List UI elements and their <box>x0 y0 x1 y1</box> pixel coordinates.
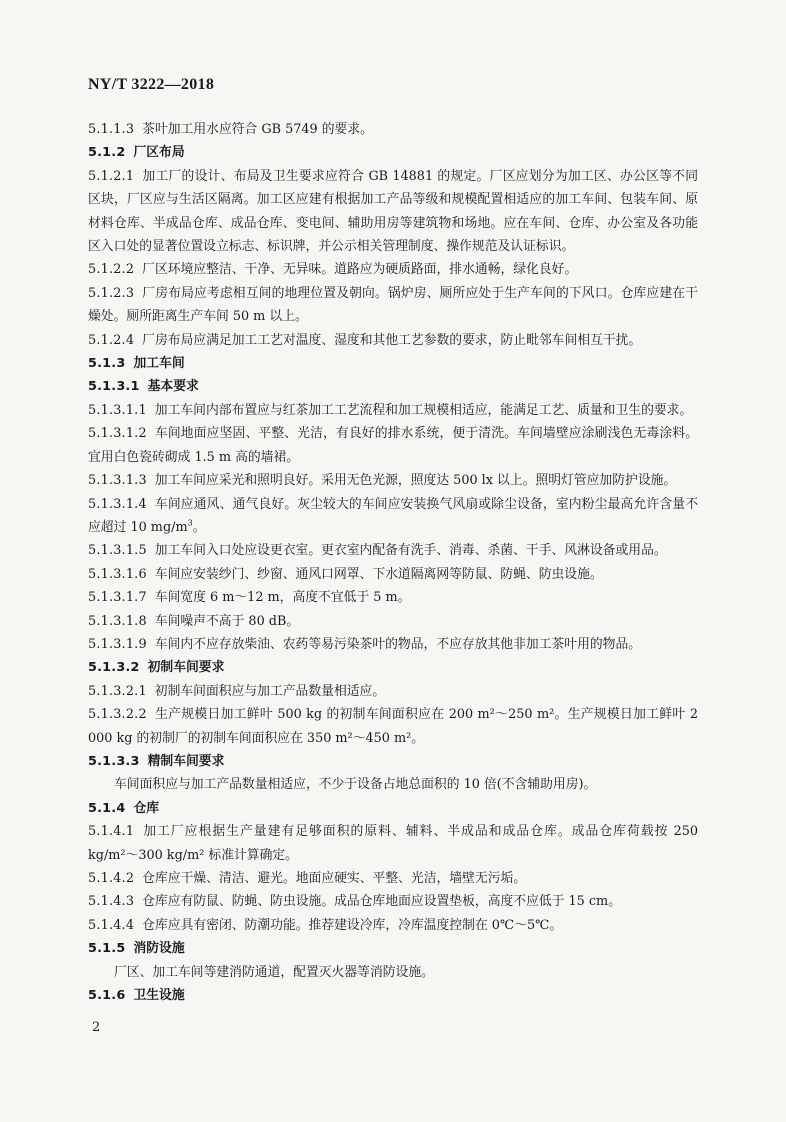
clause-5-1-2-2: 5.1.2.2 厂区环境应整洁、干净、无异味。道路应为硬质路面，排水通畅，绿化良好。 <box>88 262 578 278</box>
clause-5-1-2-3: 5.1.2.3 厂房布局应考虑相互间的地理位置及朝向。锅炉房、厕所应处于生产车间的下风口。仓库应建在干燥处。厕所距离生产车间 50 m 以上。 <box>88 285 698 325</box>
heading-5-1-6: 5.1.6 卫生设施 <box>88 988 185 1004</box>
clause-5-1-2-1: 5.1.2.1 加工厂的设计、布局及卫生要求应符合 GB 14881 的规定。厂区应划分为加工区、办公区等不同区块，厂区应与生活区隔离。加工区应建有根据加工产品等级和规模配置相适应的加工车间、包装车间、原材料仓库、半成品仓库、成品仓库、变电间、辅助用房等建筑物和场地。应在车间、仓库、办公室及各功能区入口处的显著位置设立标志、标识牌，并公示相关管理制度、操作规范及认证标识。 <box>88 168 698 255</box>
clause-5-1-4-1: 5.1.4.1 加工厂应根据生产量建有足够面积的原料、辅料、半成品和成品仓库。成品仓库荷载按 250 kg/m²～300 kg/m² 标准计算确定。 <box>88 824 698 863</box>
clause-5-1-3-2-2: 5.1.3.2.2 生产规模日加工鲜叶 500 kg 的初制车间面积应在 200 m²～250 m²。生产规模日加工鲜叶 2 000 kg 的初制厂的初制车间面积应在 350 m²～450 m²。 <box>88 707 698 746</box>
paragraph-5-1-3-3: 车间面积应与加工产品数量相适应，不少于设备占地总面积的 10 倍(不含辅助用房)。 <box>114 777 597 793</box>
heading-5-1-3-3: 5.1.3.3 精制车间要求 <box>88 753 225 769</box>
clause-5-1-3-2-1: 5.1.3.2.1 初制车间面积应与加工产品数量相适应。 <box>88 683 386 699</box>
clause-5-1-3-1-5: 5.1.3.1.5 加工车间入口处应设更衣室。更衣室内配备有洗手、消毒、杀菌、干手、风淋设备或用品。 <box>88 543 667 559</box>
clause-5-1-3-1-8: 5.1.3.1.8 车间噪声不高于 80 dB。 <box>88 613 300 629</box>
standard-number-header: NY/T 3222—2018 <box>88 76 215 93</box>
paragraph-5-1-5: 厂区、加工车间等建消防通道，配置灭火器等消防设施。 <box>114 964 434 980</box>
clause-5-1-3-1-4: 5.1.3.1.4 车间应通风、通气良好。灰尘较大的车间应安装换气风扇或除尘设备，室内粉尘最高允许含量不应超过 10 $mg/m^3$。 <box>88 496 698 535</box>
clause-5-1-1-3: 5.1.1.3 茶叶加工用水应符合 GB 5749 的要求。 <box>88 122 373 137</box>
clause-5-1-3-1-2: 5.1.3.1.2 车间地面应坚固、平整、光洁，有良好的排水系统，便于清洗。车间墙壁应涂刷浅色无毒涂料。宜用白色瓷砖砌成 1.5 m 高的墙裙。 <box>88 426 698 465</box>
document-body <box>88 118 698 1007</box>
clause-5-1-3-1-9: 5.1.3.1.9 车间内不应存放柴油、农药等易污染茶叶的物品，不应存放其他非加工茶叶用的物品。 <box>88 636 642 652</box>
clause-5-1-4-3: 5.1.4.3 仓库应有防鼠、防蝇、防虫设施。成品仓库地面应设置垫板，高度不应低于 15 cm。 <box>88 894 621 910</box>
clause-5-1-3-1-6: 5.1.3.1.6 车间应安装纱门、纱窗、通风口网罩、下水道隔离网等防鼠、防蝇、防虫设施。 <box>88 566 603 582</box>
heading-5-1-5: 5.1.5 消防设施 <box>88 941 185 957</box>
heading-5-1-3: 5.1.3 加工车间 <box>88 356 185 372</box>
heading-5-1-4: 5.1.4 仓库 <box>88 800 160 816</box>
heading-5-1-3-2: 5.1.3.2 初制车间要求 <box>88 660 225 676</box>
clause-5-1-3-1-7: 5.1.3.1.7 车间宽度 6 m～12 m，高度不宜低于 5 m。 <box>88 590 411 606</box>
heading-5-1-3-1: 5.1.3.1 基本要求 <box>88 379 199 395</box>
clause-5-1-4-4: 5.1.4.4 仓库应具有密闭、防潮功能。推荐建设冷库，冷库温度控制在 0℃～5℃。 <box>88 917 563 933</box>
clause-5-1-3-1-1: 5.1.3.1.1 加工车间内部布置应与红茶加工工艺流程和加工规模相适应，能满足工艺、质量和卫生的要求。 <box>88 402 693 418</box>
page-number: 2 <box>92 1020 101 1035</box>
clause-5-1-4-2: 5.1.4.2 仓库应干燥、清洁、避光。地面应硬实、平整、光洁，墙壁无污垢。 <box>88 871 527 886</box>
clause-5-1-3-1-3: 5.1.3.1.3 加工车间应采光和照明良好。采用无色光源，照度达 500 lx 以上。照明灯管应加防护设施。 <box>88 473 677 489</box>
clause-5-1-2-4: 5.1.2.4 厂房布局应满足加工工艺对温度、湿度和其他工艺参数的要求，防止毗邻车间相互干扰。 <box>88 332 642 348</box>
heading-5-1-2: 5.1.2 厂区布局 <box>88 145 185 161</box>
